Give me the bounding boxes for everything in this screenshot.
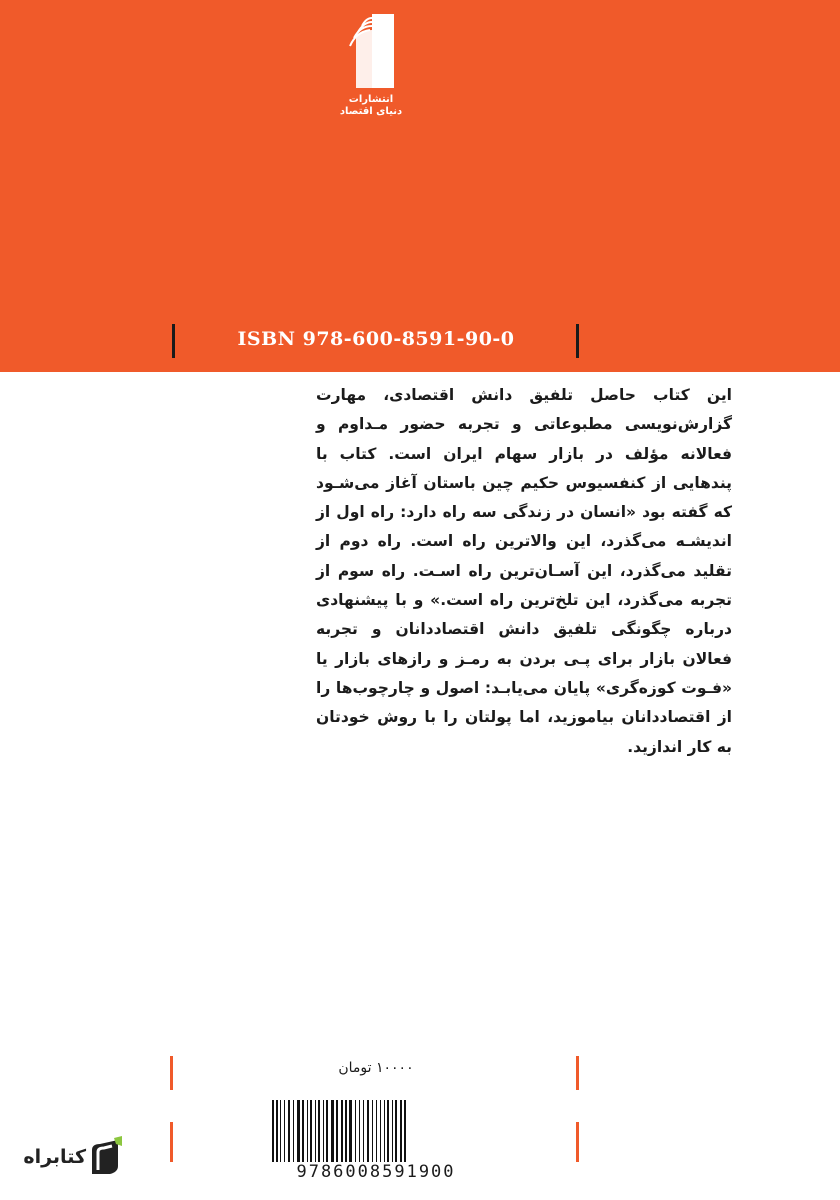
barcode-bar xyxy=(345,1100,347,1170)
barcode-bar xyxy=(392,1100,393,1162)
barcode-bar xyxy=(400,1100,402,1170)
isbn-text: ISBN 978-600-8591-90-0 xyxy=(237,328,515,350)
barcode-bar xyxy=(404,1100,406,1170)
barcode-bar xyxy=(318,1100,320,1162)
barcode-bar xyxy=(310,1100,312,1162)
barcode-digits: 9786008591900 xyxy=(254,1162,498,1182)
barcode-bar xyxy=(363,1100,364,1162)
barcode-bar xyxy=(349,1100,352,1162)
blurb-paragraph: این کتاب حاصل تلفیق دانش اقتصادی، مهارت گزارش‌نویسی مطبوعاتی و تجربه حضور مـداوم و فعالانه مؤلف در بازار سهام ایران است. کتاب با پندهایی از کنفسیوس حکیم چین باستان آغاز می‌شـود که گفته بود «انسان در زندگی سه راه دارد: راه اول از اندیشـه می‌گذرد، این والاترین راه است. راه دوم از تقلید می‌گذرد، این آسـان‌ترین راه اسـت. راه سوم از تجربه می‌گذرد، این تلخ‌ترین راه است.» و با پیشنهادی درباره چگونگی تلفیق دانش اقتصاددانان و تجربه فعالان بازار برای پـی بردن به رمـز و رازهای بازار یا «فـوت کوزه‌گری» پایان می‌یابـد: اصول و چارچوب‌ها را از اقتصاددانان بیاموزید، اما پولتان را با روش خودتان به کار اندازید. xyxy=(316,386,732,756)
isbn-left-divider xyxy=(172,324,175,358)
isbn-right-divider xyxy=(576,324,579,358)
barcode-bar xyxy=(297,1100,300,1162)
isbn-row xyxy=(0,320,840,360)
price-right-divider xyxy=(576,1056,579,1090)
barcode-bar xyxy=(355,1100,356,1162)
barcode-bar xyxy=(376,1100,377,1162)
barcode-bar xyxy=(380,1100,381,1162)
back-cover-blurb xyxy=(316,381,732,762)
publisher-name-line1: انتشارات xyxy=(348,94,394,105)
barcode-bar xyxy=(315,1100,316,1162)
ketabrah-logo-icon xyxy=(88,1136,126,1180)
ketabrah-watermark xyxy=(14,1136,126,1180)
barcode-bar xyxy=(331,1100,334,1162)
barcode-bar xyxy=(280,1100,281,1162)
price-left-divider xyxy=(170,1056,173,1090)
barcode-right-divider xyxy=(576,1122,579,1162)
barcode-bar xyxy=(341,1100,343,1170)
barcode-bar xyxy=(307,1100,308,1162)
barcode-bar xyxy=(372,1100,373,1162)
barcode-bar xyxy=(395,1100,397,1162)
barcode-bar xyxy=(293,1100,294,1162)
watermark-text: کتابراه xyxy=(23,1146,86,1168)
publisher-name-line2: دنیای اقتصاد xyxy=(339,106,403,117)
barcode-bar xyxy=(359,1100,360,1162)
barcode-bar xyxy=(367,1100,369,1162)
barcode-bar xyxy=(302,1100,304,1162)
barcode-row xyxy=(170,1098,582,1194)
barcode-bar xyxy=(288,1100,290,1162)
barcode-bar xyxy=(387,1100,389,1162)
barcode-left-divider xyxy=(170,1122,173,1162)
barcode-bar xyxy=(336,1100,338,1162)
barcode-bars xyxy=(268,1100,484,1170)
price-text: ۱۰۰۰۰ تومان xyxy=(338,1060,414,1076)
cover-top-panel xyxy=(0,0,840,372)
barcode-bar xyxy=(284,1100,285,1162)
price-row xyxy=(170,1052,582,1092)
barcode-bar xyxy=(276,1100,278,1170)
barcode-bar xyxy=(272,1100,274,1170)
publisher-logo xyxy=(336,8,406,123)
isbn-barcode xyxy=(268,1098,484,1194)
barcode-bar xyxy=(384,1100,385,1162)
barcode-bar xyxy=(323,1100,324,1162)
barcode-bar xyxy=(326,1100,328,1162)
book-pages-icon xyxy=(346,8,398,90)
